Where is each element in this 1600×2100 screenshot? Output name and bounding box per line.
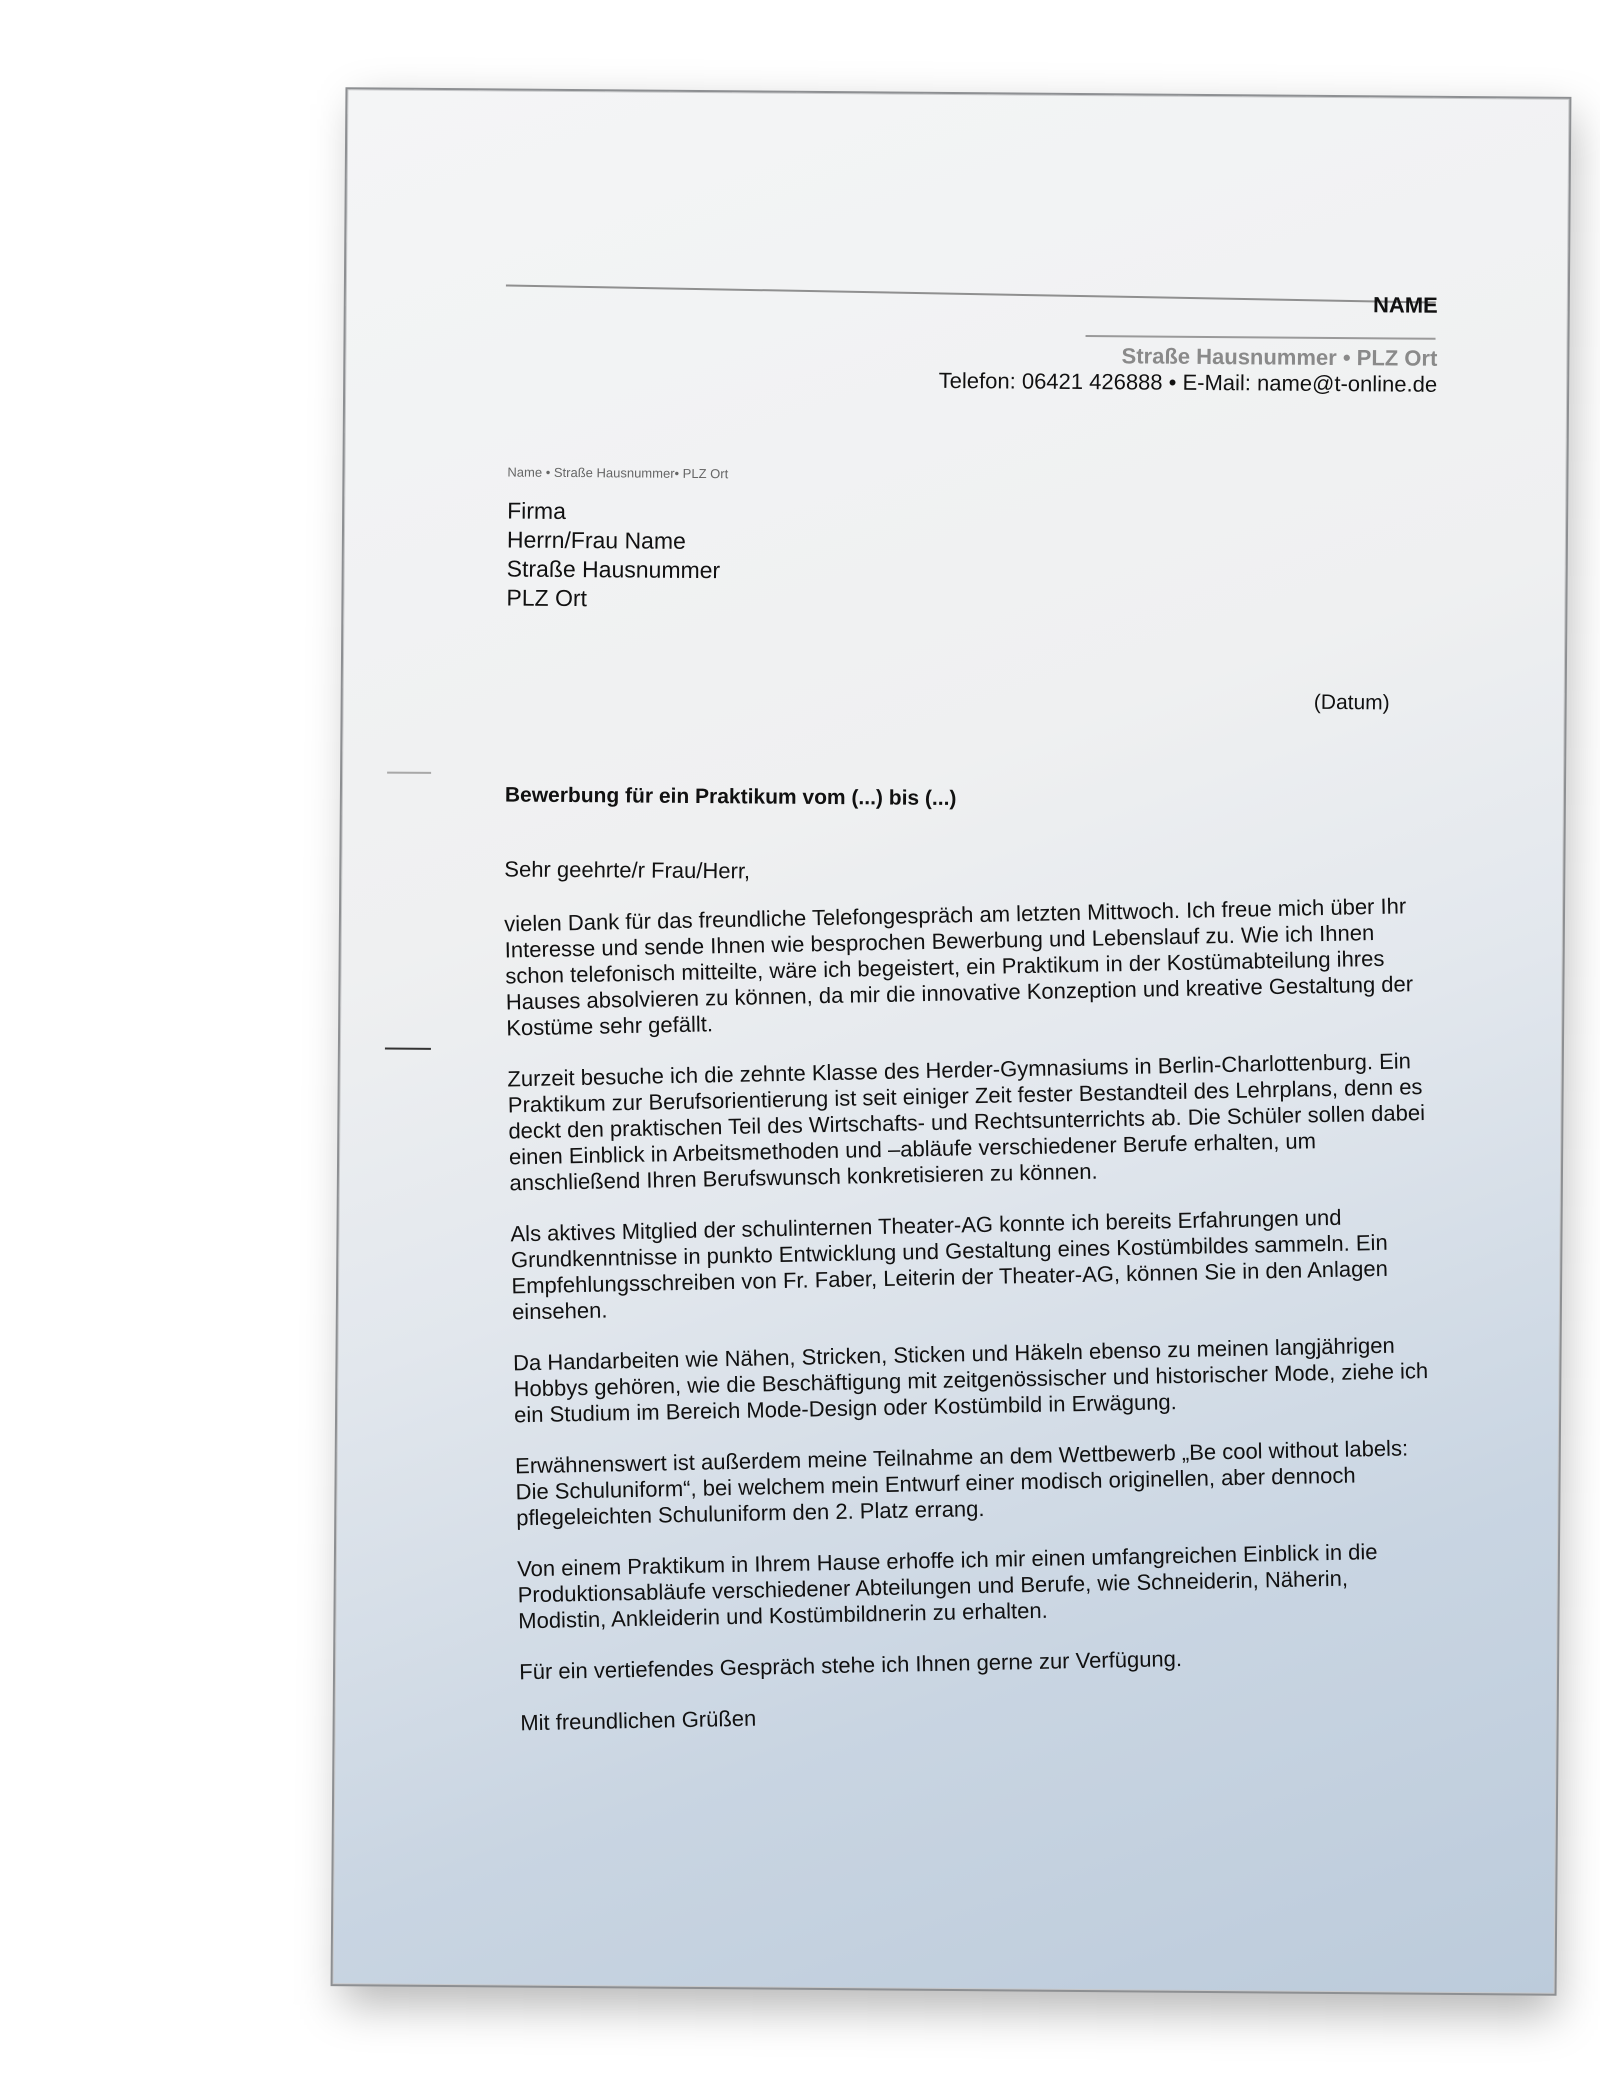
sender-name: NAME — [1372, 292, 1438, 318]
body-paragraph: Erwähnenswert ist außerdem meine Teilnahme an dem Wettbewerb „Be cool without labels: Die Schuluniform“, bei welchem mein Entwurf einer modisch originellen, aber dennoch pflegeleichten Schuluniform den 2. Platz errang. — [514, 1435, 1409, 1531]
letter-closing: Mit freundlichen Grüßen — [520, 1705, 757, 1736]
fold-mark-top — [387, 772, 431, 774]
letter-subject: Bewerbung für ein Praktikum vom (...) bis (...) — [504, 783, 957, 811]
body-paragraph: Für ein vertiefendes Gespräch stehe ich Ihnen gerne zur Verfügung. — [519, 1646, 1183, 1685]
sender-name-rule — [1086, 335, 1436, 340]
sender-contact: Telefon: 06421 426888 • E-Mail: name@t-online.de — [938, 367, 1438, 397]
body-paragraph: vielen Dank für das freundliche Telefongespräch am letzten Mittwoch. Ich freue mich über Ihr Interesse und sende Ihnen wie besprochen Bewerbung und Lebenslauf zu. Wie ich Ihnen schon telefonisch mitteilte, wäre ich begeistert, ein Praktikum in der Kostümabteilung ihres Hauses absolvieren zu können, da mir die innovative Konzeption und kreative Gestaltung der Kostüme sehr gefällt. — [504, 893, 1414, 1041]
letter-salutation: Sehr geehrte/r Frau/Herr, — [504, 856, 751, 884]
letter-page — [331, 87, 1572, 1996]
letter-date: (Datum) — [1313, 690, 1390, 715]
header-rule — [506, 284, 1436, 303]
recipient-city: PLZ Ort — [506, 584, 588, 612]
body-paragraph: Zurzeit besuche ich die zehnte Klasse des Herder-Gymnasiums in Berlin-Charlottenburg. Ein Praktikum zur Berufsorientierung ist seit einiger Zeit fester Bestandteil des Lehrplans, denn es deckt den praktischen Teil des Wirtschafts- und Rechtsunterrichts ab. Die Schüler sollen dabei einen Einblick in Arbeitsmethoden und –abläufe verschiedener Berufe erhalten, um anschließend Ihren Berufswunsch konkretisieren zu können. — [507, 1048, 1426, 1196]
sender-address: Straße Hausnummer • PLZ Ort — [1121, 343, 1438, 371]
body-paragraph: Da Handarbeiten wie Nähen, Stricken, Sticken und Häkeln ebenso zu meinen langjährigen Hobbys gehören, wie die Beschäftigung mit zeitgenössischer und historischer Mode, ziehe ich ein Studium im Bereich Mode-Design oder Kostümbild in Erwägung. — [512, 1332, 1429, 1428]
recipient-street: Straße Hausnummer — [506, 555, 721, 584]
recipient-company: Firma — [507, 497, 567, 524]
letter-body — [504, 893, 1441, 1761]
body-paragraph: Als aktives Mitglied der schulinternen Theater-AG konnte ich bereits Erfahrungen und Grundkenntnisse in punkto Entwicklung und Gestaltung eines Kostümbildes sammeln. Ein Empfehlungsschreiben von Fr. Faber, Leiterin der Theater-AG, können Sie in den Anlagen einsehen. — [510, 1204, 1389, 1325]
recipient-person: Herrn/Frau Name — [506, 526, 686, 554]
recipient-block — [506, 496, 720, 614]
punch-mark — [385, 1048, 431, 1050]
return-address-line: Name • Straße Hausnummer• PLZ Ort — [507, 464, 729, 482]
body-paragraph: Von einem Praktikum in Ihrem Hause erhoffe ich mir einen umfangreichen Einblick in die Produktionsabläufe verschiedener Abteilungen und Berufe, wie Schneiderin, Näherin, Modistin, Ankleiderin und Kostümbildnerin zu erhalten. — [516, 1539, 1378, 1634]
